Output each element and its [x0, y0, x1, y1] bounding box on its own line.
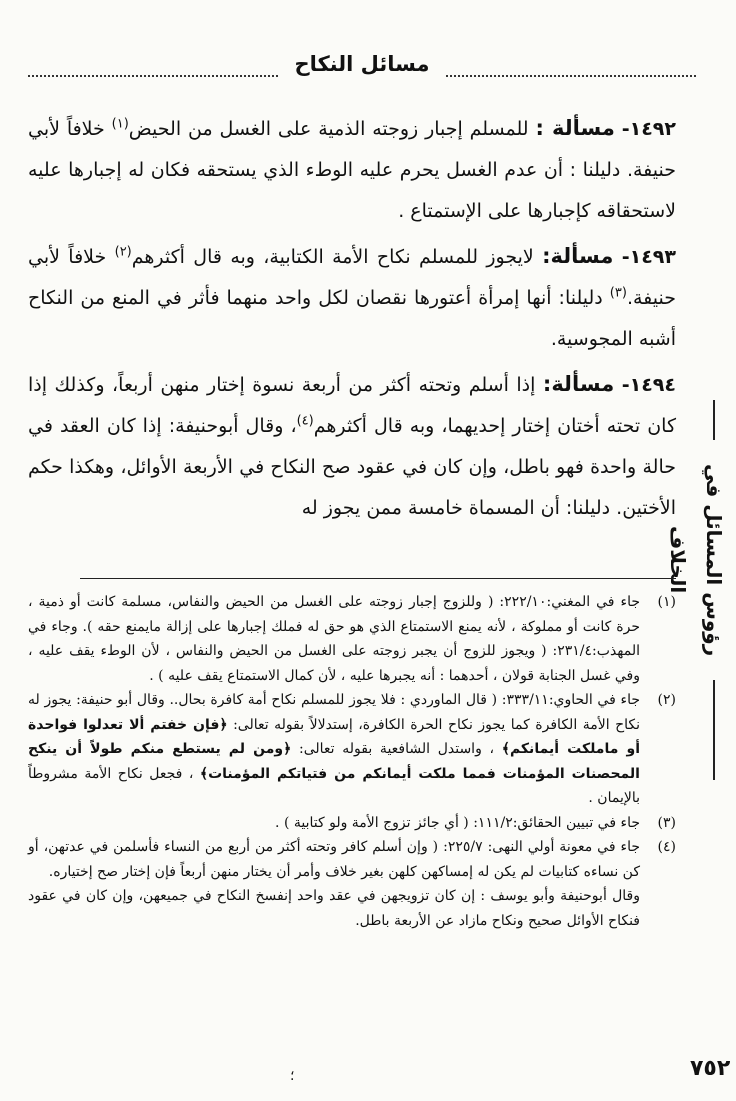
issue-text-continued: خلافاً لأبي حنيفة. [28, 246, 676, 309]
footnotes [28, 590, 676, 933]
footnote-text: جاء في تبيين الحقائق:١١١/٢: ( أي جائز تزوج الأمة ولو كتابية ) . [275, 814, 640, 831]
main-text [28, 108, 676, 533]
footnote-4 [28, 835, 676, 884]
footnote-number: (٣) [657, 814, 676, 831]
side-title-text: رؤوس المسائل في الخلاف [666, 463, 726, 657]
side-running-title [666, 400, 732, 780]
footnote-1 [28, 590, 676, 688]
footnote-ref: (٢) [114, 244, 132, 260]
issue-text-continued: ، وقال أبوحنيفة: إذا كان العقد في حالة واحدة فهو باطل، وإن كان في عقود صح النكاح في الأربعة الأوائل، وهكذا حكم الأختين. دليلنا: أن المسماة خامسة ممن يجوز له [28, 415, 676, 519]
issue-text: للمسلم إجبار زوجته الذمية على الغسل من الحيض [128, 118, 529, 140]
issue-1494 [28, 364, 676, 529]
footnote-ref: (٤) [296, 413, 314, 429]
footnote-text: جاء في المغني:٢٢٢/١٠: ( وللزوج إجبار زوجته على الغسل من الحيض والنفاس، مسلمة كانت أو ذمية ، حرة كانت أو مملوكة ، لأنه يمنع الاستمتاع الذي هو حق له فملك إجبارها على إزالة مايمنع حقه ). وجاء في المهذب:٢٣١/٤: ( ويجوز للزوج أن يجبر زوجته على الغسل من الحيض والنفاس ، لأن الوطء يقف عليه ، وفي غسل الجنابة قولان ، أحدهما : أنه يجبرها عليه ، لأن كمال الاستمتاع يقف عليه ) . [28, 594, 640, 684]
issue-text: لايجوز للمسلم نكاح الأمة الكتابية، وبه قال أكثرهم [131, 246, 534, 268]
issue-number: ١٤٩٤- [621, 374, 676, 396]
footnote-number: (١) [657, 594, 676, 610]
footnote-text-part: جاء في الحاوي:٣٣٣/١١: ( قال الماوردي : فلا يجوز للمسلم نكاح أمة كافرة بحال.. وقال أبو حنيفة: يجوز له نكاح الأمة الكافرة كما يجوز نكاح الحرة الكافرة، إستدلالاً بقوله تعالى: [28, 692, 641, 733]
issue-number: ١٤٩٣- [621, 246, 676, 268]
issue-number: ١٤٩٢- [621, 118, 676, 140]
footnote-text-part: ، واستدل الشافعية بقوله تعالى: [299, 741, 495, 757]
footnote-text [28, 688, 640, 811]
footnote-ref: (١) [111, 116, 129, 132]
side-rule-bottom [713, 680, 715, 780]
issue-evidence: دليلنا: أنها إمرأة أعتورها نقصان لكل واحد منهما فأثر في المنع من النكاح أشبه المجوسية. [28, 287, 676, 350]
page-number: ٧٥٢ [690, 1056, 731, 1081]
footnote-ref: (٣) [609, 285, 627, 301]
footnote-3 [28, 811, 676, 836]
footnote-number: (٤) [657, 839, 676, 855]
issue-label: مسألة: [542, 244, 614, 268]
issue-text: إذا أسلم وتحته أكثر من أربعة نسوة إختار منهن أربعاً، وكذلك إذا كان تحته أختان إختار إحديهما، وبه قال أكثرهم [28, 374, 676, 437]
issue-text-continued: خلافاً لأبي حنيفة. دليلنا : أن عدم الغسل يحرم عليه الوطء الذي يستحقه فكان له إجبارها عليه لاستحقاقه كإجبارها على الإستمتاع . [28, 118, 676, 222]
header-rule-left [28, 75, 278, 77]
side-rule-top [713, 400, 715, 440]
footnote-text: وقال أبوحنيفة وأبو يوسف : إن كان تزويجهن في عقد واحد إنفسخ النكاح في جميعهن، وإن كان في عقود فنكاح الأوائل صحيح ونكاح مازاد عن الأربعة باطل. [28, 888, 640, 929]
issue-1492 [28, 108, 676, 232]
page-header [28, 40, 696, 88]
issue-label: مسألة : [535, 116, 615, 140]
issue-label: مسألة: [542, 372, 615, 396]
quran-verse: ﴿فإن خفتم ألا تعدلوا فواحدة أو ماملكت أيمانكم﴾ [28, 716, 640, 757]
footnote-2 [28, 688, 676, 811]
footnote-number: (٢) [657, 692, 676, 708]
issue-1493 [28, 236, 676, 360]
header-rule-right [446, 75, 696, 77]
footnote-text-part: ، فجعل نكاح الأمة مشروطاً بالإيمان . [28, 765, 640, 806]
footnote-text: جاء في معونة أولي النهى: ٢٢٥/٧: ( وإن أسلم كافر وتحته أكثر من أربع من النساء فأسلمن في عدتهن، أو كن نساءه كتابيات لم يكن له إمساكهن كلهن بغير خلاف وأمر أن يختار منهن أربعاً فإن إختار صح إختياره. [28, 839, 640, 880]
page-title: مسائل النكاح [294, 52, 430, 76]
bottom-mark: ؛ [290, 1068, 295, 1084]
quran-verse: ﴿ومن لم يستطع منكم طولاً أن ينكح المحصنات المؤمنات فمما ملكت أيمانكم من فتياتكم المؤمنات﴾ [28, 741, 640, 782]
footnote-4-continued [28, 884, 676, 933]
footnote-separator [80, 578, 676, 579]
